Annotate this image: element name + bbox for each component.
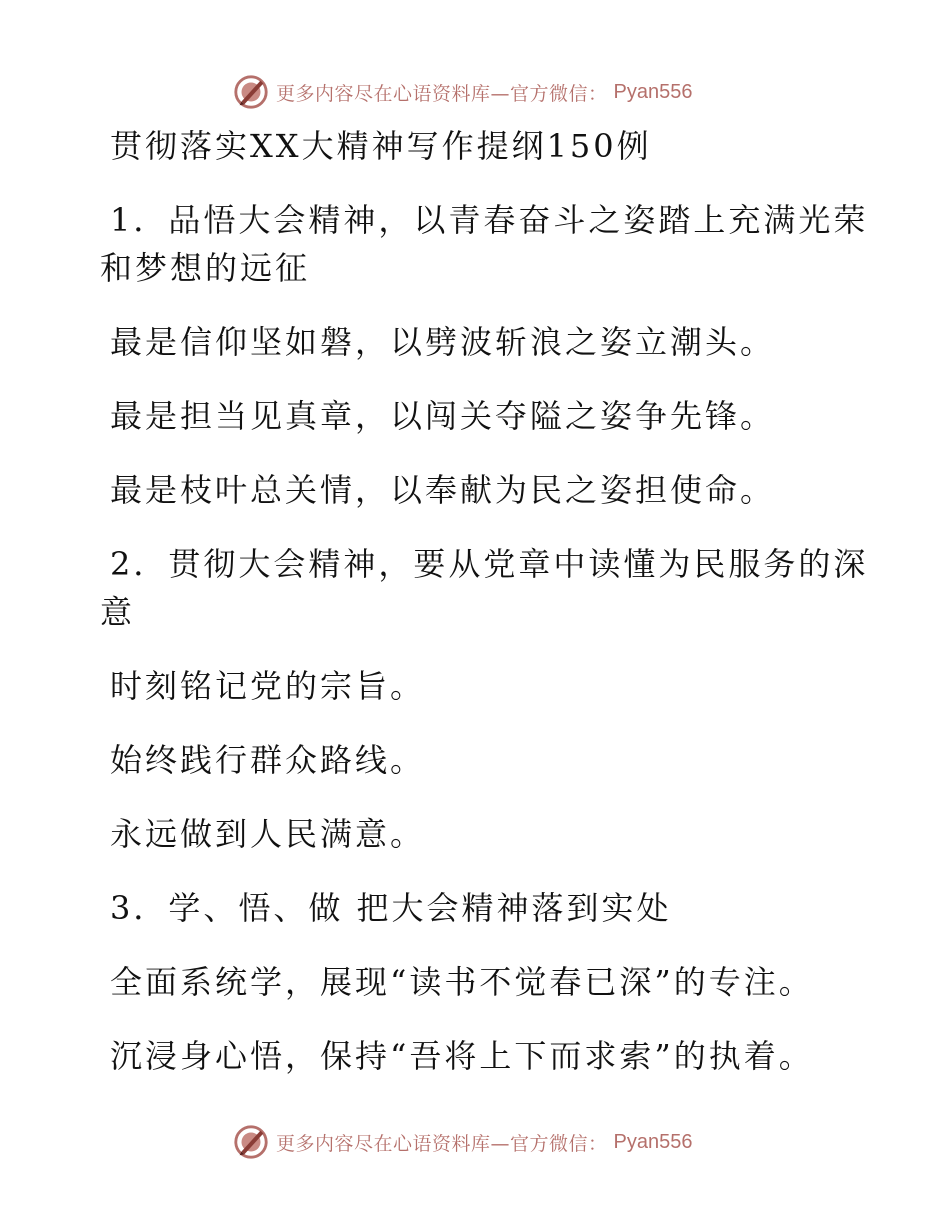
- section-heading-3: 3．学、悟、做 把大会精神落到实处: [110, 889, 672, 927]
- section-heading-2: 2．贯彻大会精神，要从党章中读懂为民服务的深: [110, 545, 869, 583]
- body-line: 时刻铭记党的宗旨。: [110, 667, 426, 705]
- section-heading-1-cont: 和梦想的远征: [100, 249, 311, 287]
- body-line: 沉浸身心悟，保持“吾将上下而求索”的执着。: [110, 1037, 814, 1075]
- watermark-text: 更多内容尽在心语资料库—官方微信：: [276, 82, 608, 105]
- document-title: 贯彻落实XX大精神写作提纲150例: [110, 127, 652, 165]
- body-line: 最是枝叶总关情，以奉献为民之姿担使命。: [110, 471, 776, 509]
- body-line: 永远做到人民满意。: [110, 815, 426, 853]
- section-heading-1: 1．品悟大会精神，以青春奋斗之姿踏上充满光荣: [110, 201, 869, 239]
- watermark-id: Pyan556: [613, 80, 693, 103]
- document-body: [100, 122, 869, 1080]
- body-line: 最是担当见真章，以闯关夺隘之姿争先锋。: [110, 397, 776, 435]
- section-heading-2-cont: 意: [100, 593, 136, 631]
- pen-logo-icon: [232, 1123, 270, 1161]
- pen-logo-icon: [232, 73, 270, 111]
- watermark-header: [232, 72, 692, 112]
- body-line: 始终践行群众路线。: [110, 741, 426, 779]
- body-line: 最是信仰坚如磐，以劈波斩浪之姿立潮头。: [110, 323, 776, 361]
- watermark-id: Pyan556: [613, 1130, 693, 1153]
- watermark-text: 更多内容尽在心语资料库—官方微信：: [276, 1132, 608, 1155]
- watermark-footer: [232, 1122, 692, 1162]
- body-line: 全面系统学，展现“读书不觉春已深”的专注。: [110, 963, 814, 1001]
